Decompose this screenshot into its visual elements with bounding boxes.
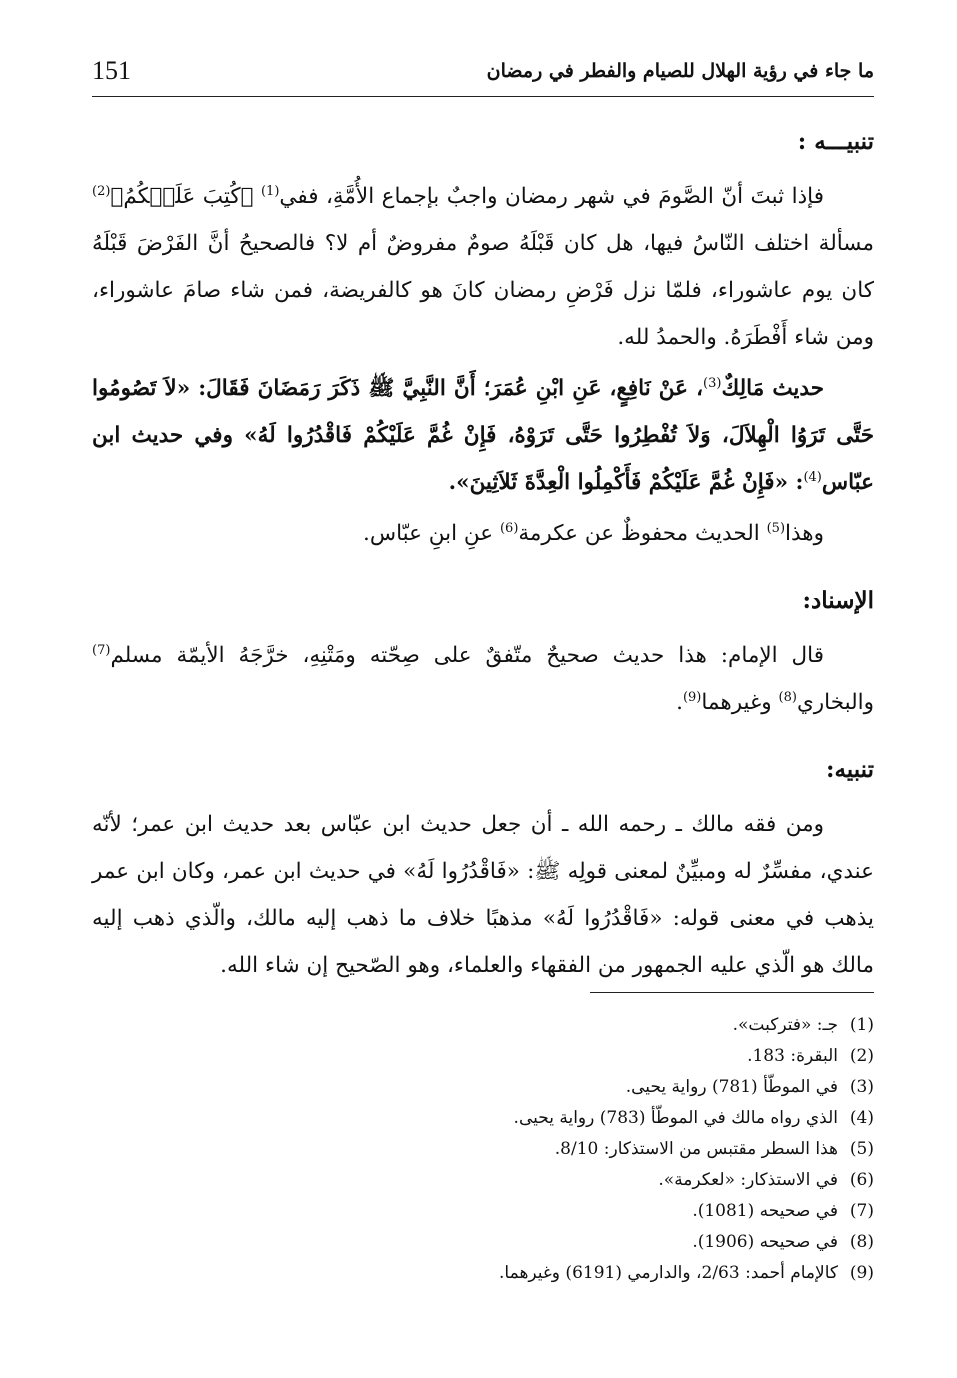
footnote-number: (8) [849, 1232, 874, 1252]
footnote-number: (3) [849, 1077, 874, 1097]
paragraph-fasting-obligation [92, 173, 874, 361]
footnote-7 [92, 1196, 874, 1227]
footnote-ref-6: (6) [499, 520, 519, 536]
paragraph-text: عنِ ابنِ عبّاس. [362, 521, 500, 546]
section-heading-isnad: الإسناد: [802, 587, 874, 614]
footnote-ref-4: (4) [803, 469, 822, 485]
footnote-number: (9) [849, 1263, 874, 1283]
footnote-5 [92, 1134, 874, 1165]
footnote-number: (1) [849, 1015, 874, 1035]
footnote-number: (5) [849, 1139, 874, 1159]
footnote-text: في صحيحه (1906). [692, 1232, 838, 1252]
paragraph-hadith-malik [92, 365, 874, 506]
section-heading-note-1: تنبيـــه : [797, 128, 874, 155]
footnote-ref-3: (3) [703, 375, 722, 391]
footnote-3 [92, 1072, 874, 1103]
footnote-number: (4) [849, 1108, 874, 1128]
footnote-text: في الاستذكار: «لعكرمة». [658, 1170, 838, 1190]
footnote-ref-1: (1) [260, 183, 280, 199]
paragraph-text: قال الإمام: هذا حديث صحيحٌ متّفقٌ على صِحّته ومَتْنِهِ، خرَّجَهُ الأيمّة مسلم [110, 643, 824, 668]
footnote-text: البقرة: 183. [747, 1046, 838, 1066]
page-header [92, 52, 874, 92]
footnote-ref-7: (7) [92, 642, 111, 658]
paragraph-text: فإذا ثبتَ أنّ الصَّومَ في شهر رمضان واجبٌ بإجماع الأُمَّةِ، ففي [279, 184, 824, 209]
page-number: 151 [92, 56, 131, 85]
footnote-ref-5: (5) [766, 520, 786, 536]
footnote-text: الذي رواه مالك في الموطّأ (783) رواية يحيى. [513, 1108, 838, 1128]
footnote-text: كالإمام أحمد: 2/63، والدارمي (6191) وغيرهما. [499, 1263, 838, 1283]
footnote-ref-8: (8) [778, 689, 797, 705]
paragraph-ikrima [92, 510, 874, 557]
quran-quote: ﴿كُتِبَ عَلَيۡكُمُ﴾ [110, 184, 261, 209]
running-title: ما جاء في رؤية الهلال للصيام والفطر في رمضان [486, 60, 874, 82]
paragraph-text: الحديث محفوظٌ عن عكرمة [518, 521, 767, 546]
footnote-ref-2: (2) [92, 183, 111, 199]
header-rule [92, 96, 874, 97]
footnote-number: (7) [849, 1201, 874, 1221]
hadith-title: حديث مَالِكٌ [721, 376, 824, 401]
footnote-2 [92, 1041, 874, 1072]
footnote-separator [590, 992, 874, 993]
paragraph-text: والبخاري [796, 690, 874, 715]
paragraph-text: . [676, 690, 683, 715]
footnote-text: جـ: «فتركبت». [732, 1015, 838, 1035]
paragraph-isnad [92, 632, 874, 726]
paragraph-text: وغيرهما [701, 690, 779, 715]
paragraph-text: وهذا [785, 521, 824, 546]
paragraph-text: مسألة اختلف النّاسُ فيها، هل كان قَبْلَهُ صومٌ مفروضٌ أم لا؟ فالصحيحُ أنَّ الفَرْضَ قَبْلَهُ كان يوم عاشوراء، فلمّا نزل فَرْضِ رمضان كانَ هو كالفريضة، فمن شاء صامَ عاشوراء، ومن شاء أَفْطَرَهُ. والحمدُ لله. [92, 231, 874, 350]
hadith-text: ، عَنْ نَافِعٍ، عَنِ ابْنِ عُمَرَ؛ أَنَّ النَّبِيَّ ﷺ ذَكَرَ رَمَضَانَ فَقَالَ: «لاَ تَصُومُوا حَتَّى تَرَوُا الْهِلاَلَ، وَلاَ تُفْطِرُوا حَتَّى تَرَوْهُ، فَإِنْ غُمَّ عَلَيْكُمْ فَاقْدُرُوا لَهُ» وفي حديث ابن عبّاس [92, 376, 874, 495]
main-text [92, 118, 874, 993]
paragraph-malik-fiqh: ومن فقه مالك ـ رحمه الله ـ أن جعل حديث ابن عبّاس بعد حديث ابن عمر؛ لأنّه عندي، مفسِّرٌ له ومبيِّنٌ لمعنى قولِه ﷺ: «فَاقْدُرُوا لَهُ» في حديث ابن عمر، وكان ابن عمر يذهب في معنى قوله: «فَاقْدُرُوا لَهُ» مذهبًا خلاف ما ذهب إليه مالك، والّذي ذهب إليه مالك هو الّذي عليه الجمهور من الفقهاء والعلماء، وهو الصّحيح إن شاء الله. [92, 812, 874, 978]
spacer [92, 561, 874, 577]
footnote-8 [92, 1227, 874, 1258]
section-heading-note-2: تنبيه: [825, 756, 874, 783]
footnote-text: في صحيحه (1081). [692, 1201, 838, 1221]
footnote-6 [92, 1165, 874, 1196]
hadith-text: : «فَإِنْ غُمَّ عَلَيْكُمْ فَأَكْمِلُوا الْعِدَّةَ ثَلاَثِينَ». [448, 470, 804, 495]
footnote-1 [92, 1010, 874, 1041]
footnote-9 [92, 1258, 874, 1289]
footnote-4 [92, 1103, 874, 1134]
footnotes [92, 1010, 874, 1289]
footnote-number: (2) [849, 1046, 874, 1066]
footnote-number: (6) [849, 1170, 874, 1190]
footnote-ref-9: (9) [682, 689, 702, 705]
spacer [92, 730, 874, 746]
footnote-text: هذا السطر مقتبس من الاستذكار: 8/10. [554, 1139, 838, 1159]
footnote-text: في الموطّأ (781) رواية يحيى. [625, 1077, 838, 1097]
